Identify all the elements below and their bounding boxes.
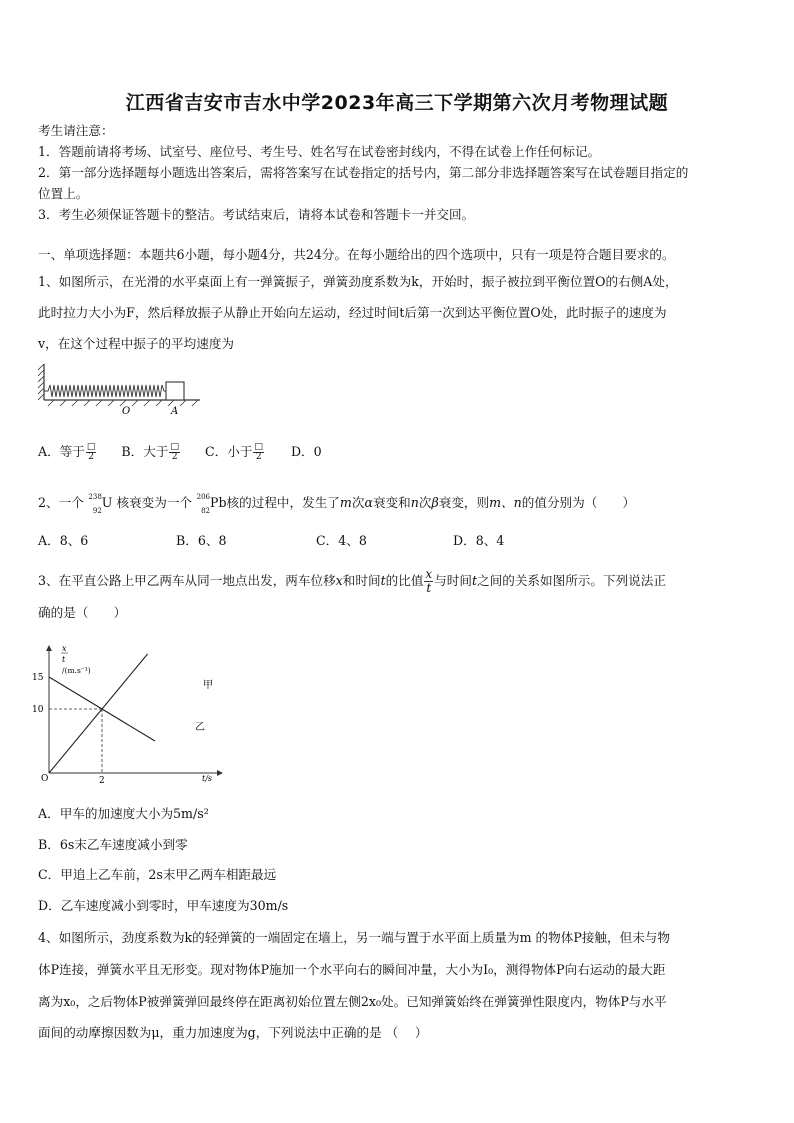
q3-option-a[interactable]: A．甲车的加速度大小为5m/s² bbox=[38, 806, 209, 821]
notice-item: 位置上。 bbox=[38, 186, 89, 201]
series-label-yi: 乙 bbox=[195, 722, 205, 733]
series-label-jia: 甲 bbox=[203, 680, 213, 691]
label-O: O bbox=[122, 406, 131, 416]
q2-stem: 2、一个 238 92 U 核衰变为一个 206 82 Pb核的过程中，发生了m次α衰变和n次β衰变，则m、n的值分别为（ ） bbox=[38, 492, 636, 515]
q1-stem-line: 此时拉力大小为F，然后释放振子从静止开始向左运动，经过时间t后第一次到达平衡位置O处，此时振子的速度为 bbox=[38, 305, 667, 320]
q3-option-b[interactable]: B．6s末乙车速度减小到零 bbox=[38, 837, 188, 852]
q2-option-d[interactable]: D．8、4 bbox=[453, 533, 505, 548]
q3-option-d[interactable]: D．乙车速度减小到零时，甲车速度为30m/s bbox=[38, 898, 289, 913]
q3-stem-line: 确的是（ ） bbox=[38, 605, 127, 620]
q1-option-b[interactable]: B．大于 $\frac{□}{2}$ bbox=[121, 442, 179, 462]
page-title: 江西省吉安市吉水中学2023年高三下学期第六次月考物理试题 bbox=[125, 92, 669, 114]
y-tick-label: 10 bbox=[32, 705, 44, 715]
spring-oscillator-figure bbox=[38, 360, 208, 416]
notice-item: 2．第一部分选择题每小题选出答案后，需将答案写在试卷指定的括号内，第二部分非选择题答案写在试卷题目指定的 bbox=[38, 165, 689, 180]
y-label-den: t bbox=[62, 655, 66, 664]
q2-option-a[interactable]: A．8、6 bbox=[38, 533, 89, 548]
q2-option-c[interactable]: C．4、8 bbox=[316, 533, 367, 548]
y-tick-label: 15 bbox=[32, 673, 44, 683]
q1-option-a[interactable]: A．等于 $\frac{□}{2}$ bbox=[38, 442, 96, 462]
notice-item: 1．答题前请将考场、试室号、座位号、考生号、姓名写在试卷密封线内，不得在试卷上作任何标记。 bbox=[38, 144, 601, 159]
q1-option-c[interactable]: C．小于 $\frac{□}{2}$ bbox=[205, 442, 263, 462]
q4-stem-line: 离为x₀，之后物体P被弹簧弹回最终停在距离初始位置左侧2x₀处。已知弹簧始终在弹簧弹性限度内，物体P与水平 bbox=[38, 994, 667, 1009]
origin-label: O bbox=[41, 774, 49, 784]
section-heading: 一、单项选择题：本题共6小题，每小题4分，共24分。在每小题给出的四个选项中，只有一项是符合题目要求的。 bbox=[38, 247, 675, 262]
y-label-num: x bbox=[62, 644, 67, 653]
q1-stem-line: v，在这个过程中振子的平均速度为 bbox=[38, 336, 235, 351]
q3-stem: 3、在平直公路上甲乙两车从同一地点出发，两车位移x和时间t的比值 $\frac{x}{t}$ 与时间t之间的关系如图所示。下列说法正 bbox=[38, 567, 666, 595]
q3-option-c[interactable]: C．甲追上乙车前，2s末甲乙两车相距最远 bbox=[38, 867, 277, 882]
q1-option-d[interactable]: D．0 bbox=[290, 444, 322, 459]
label-A: A bbox=[171, 406, 179, 416]
q4-stem-line: 面间的动摩擦因数为μ，重力加速度为g，下列说法中正确的是 （ ） bbox=[38, 1025, 428, 1040]
x-over-t-chart bbox=[30, 638, 230, 788]
notice-item: 3．考生必须保证答题卡的整洁。考试结束后，请将本试卷和答题卡一并交回。 bbox=[38, 207, 475, 222]
q1-options bbox=[38, 441, 322, 462]
q1-stem-line: 1、如图所示，在光滑的水平桌面上有一弹簧振子，弹簧劲度系数为k，开始时，振子被拉到平衡位置O的右侧A处， bbox=[38, 274, 678, 289]
q4-stem-line: 4、如图所示，劲度系数为k的轻弹簧的一端固定在墙上，另一端与置于水平面上质量为m 的物体P接触，但未与物 bbox=[38, 930, 670, 945]
x-label: t/s bbox=[202, 774, 213, 783]
y-unit: /(m.s⁻¹) bbox=[62, 666, 91, 675]
notice-heading: 考生请注意： bbox=[38, 123, 114, 138]
q2-option-b[interactable]: B．6、8 bbox=[176, 533, 227, 548]
x-tick-label: 2 bbox=[99, 776, 105, 786]
q4-stem-line: 体P连接，弹簧水平且无形变。现对物体P施加一个水平向右的瞬间冲量，大小为I₀，测得物体P向右运动的最大距 bbox=[38, 962, 666, 977]
